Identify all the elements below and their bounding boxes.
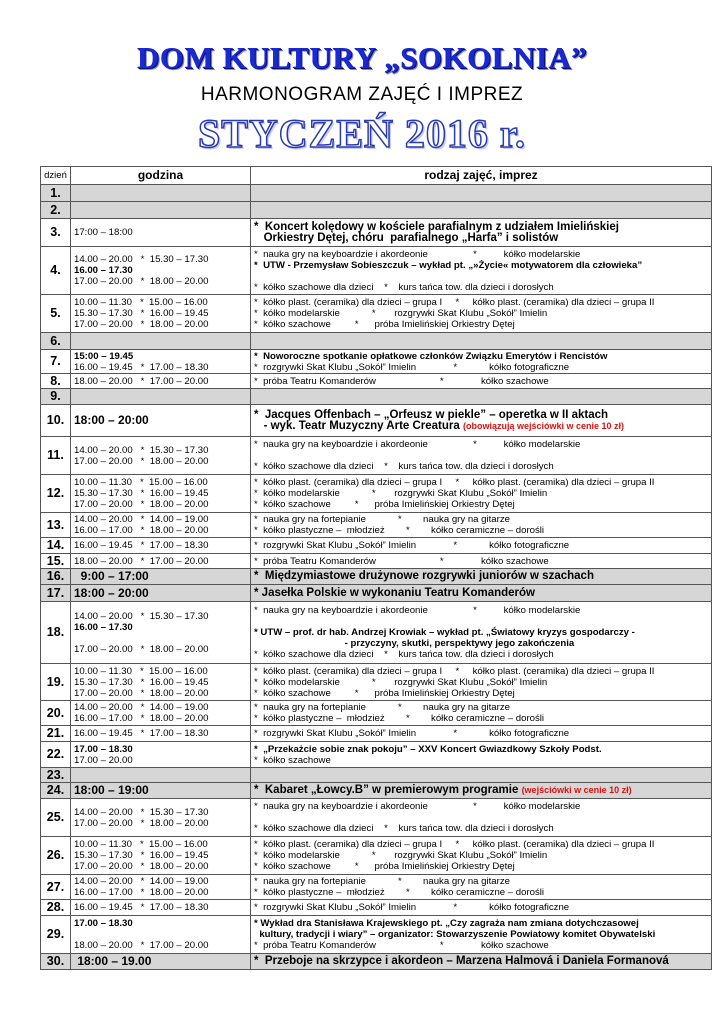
- activity-text: * Międzymiastowe drużynowe rozgrywki juniorów w szachach: [254, 570, 594, 582]
- hours-cell: [71, 513, 251, 538]
- hours-cell: [71, 295, 251, 333]
- activity-cell: [251, 389, 712, 405]
- activity-text: * kółko szachowe * próba Imielińskiej Orkiestry Dętej: [254, 861, 515, 872]
- hours-cell: [71, 726, 251, 742]
- table-row: [41, 664, 712, 701]
- hours-cell: [71, 900, 251, 916]
- activity-line: [254, 940, 708, 951]
- hours-line: 18:00 – 19.00: [74, 954, 152, 968]
- table-row: [41, 837, 712, 875]
- hours-cell: [71, 783, 251, 799]
- table-row: [41, 900, 712, 916]
- table-row: [41, 954, 712, 970]
- activity-text: * kółko plastyczne – młodzież * kółko ceramiczne – dorośli: [254, 713, 545, 724]
- activity-cell: [251, 701, 712, 726]
- activity-line: [254, 649, 708, 660]
- activity-line: [254, 514, 708, 525]
- activity-line: [254, 713, 708, 724]
- day-cell: 9.: [41, 389, 71, 405]
- hours-line: 14.00 – 20.00 * 15.30 – 17.30: [74, 806, 209, 818]
- table-row: [41, 701, 712, 726]
- schedule-table: [40, 166, 712, 970]
- table-row: [41, 247, 712, 295]
- activity-text: [254, 271, 257, 282]
- day-cell: 7.: [41, 350, 71, 374]
- activity-text: * kółko modelarskie * rozgrywki Skat Klubu „Sokół” Imielin: [254, 676, 548, 688]
- activity-line: [254, 785, 708, 796]
- hours-line: 17.00 – 18.30: [74, 918, 133, 929]
- hours-line: 16.00 – 17.00 * 18.00 – 20.00: [74, 887, 209, 898]
- activity-line: [254, 540, 708, 551]
- hours-line: 16.00 – 19.45 * 17.00 – 18.30: [74, 361, 209, 373]
- hours-cell: [71, 742, 251, 768]
- hours-line: 15.30 – 17.30 * 16.00 – 19.45: [74, 850, 209, 861]
- activity-text: * Jacques Offenbach – „Orfeusz w piekle” – operetka w II aktach: [254, 408, 609, 421]
- activity-text: [254, 812, 257, 823]
- hours-cell: [71, 219, 251, 247]
- hours-line: 14.00 – 20.00 * 15.30 – 17.30: [74, 610, 209, 622]
- activity-cell: [251, 475, 712, 513]
- activity-text: * nauka gry na fortepianie * nauka gry na gitarze: [254, 876, 510, 887]
- activity-line: [254, 744, 708, 755]
- hours-cell: [71, 437, 251, 475]
- hours-line: [74, 633, 247, 644]
- hours-cell: [71, 554, 251, 569]
- activity-cell: [251, 799, 712, 837]
- activity-line: [254, 918, 708, 929]
- activity-cell: [251, 900, 712, 916]
- day-cell: 17.: [41, 585, 71, 602]
- activity-line: [254, 260, 708, 271]
- activity-cell: [251, 538, 712, 554]
- day-cell: 16.: [41, 569, 71, 585]
- activity-text: kultury, tradycji i wiary” – organizator: Stowarzyszenie Powiatowy komitet Obywatelski: [254, 929, 656, 940]
- activity-cell: [251, 664, 712, 701]
- day-cell: 30.: [41, 954, 71, 970]
- day-cell: 11.: [41, 437, 71, 475]
- activity-line: [254, 677, 708, 688]
- activity-line: [254, 605, 708, 616]
- activity-line: [254, 249, 708, 260]
- hours-cell: [71, 202, 251, 219]
- hours-cell: [71, 837, 251, 875]
- hours-cell: [71, 538, 251, 554]
- hours-cell: [71, 768, 251, 783]
- day-cell: 19.: [41, 664, 71, 701]
- activity-line: [254, 362, 708, 373]
- activity-text: * kółko szachowe dla dzieci * kurs tańca tow. dla dzieci i dorosłych: [254, 823, 554, 834]
- activity-text: * kółko szachowe * próba Imielińskiej Orkiestry Dętej: [254, 319, 515, 330]
- activity-text: * Noworoczne spotkanie opłatkowe członków Związku Emerytów i Rencistów: [254, 350, 608, 362]
- activity-cell: [251, 202, 712, 219]
- activity-cell: [251, 783, 712, 799]
- table-row: [41, 585, 712, 602]
- table-row: [41, 219, 712, 247]
- activity-line: [254, 461, 708, 472]
- col-header-day: dzień: [41, 167, 71, 185]
- activity-cell: [251, 247, 712, 295]
- hours-cell: [71, 389, 251, 405]
- table-row: [41, 185, 712, 202]
- table-row: [41, 374, 712, 389]
- activity-line: [254, 929, 708, 940]
- activity-text: * Kabaret „Łowcy.B” w premierowym programie: [254, 784, 522, 796]
- col-header-type: rodzaj zajęć, imprez: [251, 167, 712, 185]
- hours-line: 17.00 – 20.00 * 18.00 – 20.00: [74, 817, 209, 829]
- table-row: [41, 768, 712, 783]
- activity-text: * kółko szachowe dla dzieci * kurs tańca tow. dla dzieci i dorosłych: [254, 281, 554, 293]
- hours-line: 17:00 – 18:00: [74, 227, 133, 238]
- month-heading: STYCZEŃ 2016 r.: [197, 111, 527, 156]
- hours-line: 17.00 – 20.00 * 18.00 – 20.00: [74, 499, 209, 510]
- hours-line: 17.00 – 20.00 * 18.00 – 20.00: [74, 455, 209, 467]
- hours-line: 15.30 – 17.30 * 16.00 – 19.45: [74, 488, 209, 499]
- activity-text: * nauka gry na keyboardzie i akordeonie * kółko modelarskie: [254, 248, 581, 260]
- hours-line: 15:00 – 19.45: [74, 350, 134, 362]
- activity-line: [254, 688, 708, 699]
- hours-line: 10.00 – 11.30 * 15.00 – 16.00: [74, 665, 208, 677]
- activity-text: * UTW - Przemysław Sobieszczuk – wykład pt. „»Życie« motywatorem dla człowieka”: [254, 259, 643, 271]
- table-row: [41, 602, 712, 664]
- hours-line: 17.00 – 20.00 * 18.00 – 20.00: [74, 319, 209, 330]
- activity-text: * nauka gry na fortepianie * nauka gry na gitarze: [254, 514, 510, 525]
- activity-line: [254, 499, 708, 510]
- day-cell: 13.: [41, 513, 71, 538]
- activity-text: * kółko plast. (ceramika) dla dzieci – grupa I * kółko plast. (ceramika) dla dzieci – grupa II: [254, 839, 655, 850]
- activity-line: [254, 666, 708, 677]
- hours-line: 14.00 – 20.00 * 15.30 – 17.30: [74, 444, 209, 456]
- activity-text: * rozgrywki Skat Klubu „Sokół” Imielin * kółko fotograficzne: [254, 361, 570, 373]
- day-cell: 6.: [41, 333, 71, 350]
- table-row: [41, 726, 712, 742]
- day-cell: 1.: [41, 185, 71, 202]
- activity-line: [254, 728, 708, 739]
- activity-cell: [251, 437, 712, 475]
- hours-line: 14.00 – 20.00 * 14.00 – 19.00: [74, 514, 209, 525]
- activity-text: * rozgrywki Skat Klubu „Sokół” Imielin * kółko fotograficzne: [254, 540, 570, 551]
- activity-text: * Jasełka Polskie w wykonaniu Teatru Komanderów: [254, 586, 535, 599]
- ticket-note: (obowiązują wejściówki w cenie 10 zł): [462, 420, 625, 431]
- hours-line: 14.00 – 20.00 * 14.00 – 19.00: [74, 876, 209, 887]
- activity-line: [254, 450, 708, 461]
- day-cell: 8.: [41, 374, 71, 389]
- activity-cell: [251, 295, 712, 333]
- hours-cell: [71, 664, 251, 701]
- hours-cell: [71, 475, 251, 513]
- activity-line: [254, 233, 708, 244]
- activity-text: [254, 450, 257, 461]
- activity-text: * nauka gry na keyboardzie i akordeonie * kółko modelarskie: [254, 801, 581, 812]
- activity-line: [254, 525, 708, 536]
- hours-line: 18.00 – 20.00 * 17.00 – 20.00: [74, 940, 209, 951]
- day-cell: 14.: [41, 538, 71, 554]
- activity-text: Orkiestry Dętej, chóru parafialnego „Harfa” i solistów: [254, 231, 559, 244]
- activity-line: [254, 616, 708, 627]
- hours-line: 17.00 – 20.00 * 18.00 – 20.00: [74, 276, 209, 287]
- activity-text: * próba Teatru Komanderów * kółko szachowe: [254, 940, 549, 951]
- table-row: [41, 405, 712, 437]
- hours-cell: [71, 875, 251, 900]
- day-cell: 29.: [41, 916, 71, 954]
- activity-cell: [251, 768, 712, 783]
- activity-text: - przyczyny, skutki, perspektywy jego zakończenia: [254, 638, 575, 649]
- table-row: [41, 875, 712, 900]
- hours-line: 17.00 – 18.30: [74, 743, 133, 755]
- hours-line: 10.00 – 11.30 * 15.00 – 16.00: [74, 477, 208, 488]
- hours-line: 16.00 – 17.00 * 18.00 – 20.00: [74, 713, 209, 724]
- activity-text: * Koncert kolędowy w kościele parafialnym z udziałem Imielińskiej: [254, 220, 619, 233]
- hours-line: 16.00 – 17.30: [74, 265, 133, 276]
- activity-line: [254, 702, 708, 713]
- activity-cell: [251, 554, 712, 569]
- table-row: [41, 350, 712, 374]
- hours-cell: [71, 405, 251, 437]
- hours-cell: [71, 799, 251, 837]
- activity-cell: [251, 185, 712, 202]
- activity-line: [254, 439, 708, 450]
- day-cell: 28.: [41, 900, 71, 916]
- table-row: [41, 783, 712, 799]
- hours-line: 16.00 – 17.00 * 18.00 – 20.00: [74, 525, 209, 536]
- table-row: [41, 742, 712, 768]
- activity-text: * próba Teatru Komanderów * kółko szachowe: [254, 375, 549, 387]
- activity-cell: [251, 374, 712, 389]
- activity-cell: [251, 585, 712, 602]
- activity-line: [254, 282, 708, 293]
- hours-line: 18:00 – 19:00: [74, 783, 149, 797]
- activity-cell: [251, 569, 712, 585]
- activity-line: [254, 477, 708, 488]
- activity-line: [254, 271, 708, 282]
- activity-text: * kółko szachowe * próba Imielińskiej Orkiestry Dętej: [254, 687, 515, 699]
- hours-cell: [71, 585, 251, 602]
- activity-cell: [251, 405, 712, 437]
- day-cell: 24.: [41, 783, 71, 799]
- day-cell: 27.: [41, 875, 71, 900]
- hours-line: 14.00 – 20.00 * 15.30 – 17.30: [74, 254, 209, 265]
- activity-text: * rozgrywki Skat Klubu „Sokół” Imielin * kółko fotograficzne: [254, 902, 570, 913]
- day-cell: 10.: [41, 405, 71, 437]
- hours-line: 15.30 – 17.30 * 16.00 – 19.45: [74, 308, 209, 319]
- day-cell: 15.: [41, 554, 71, 569]
- day-cell: 4.: [41, 247, 71, 295]
- table-header-row: [41, 167, 712, 185]
- activity-line: [254, 850, 708, 861]
- activity-text: * kółko szachowe: [254, 754, 331, 766]
- hours-line: 18.00 – 20.00 * 17.00 – 20.00: [74, 375, 209, 387]
- activity-text: - wyk. Teatr Muzyczny Arte Creatura: [254, 419, 463, 432]
- activity-cell: [251, 742, 712, 768]
- table-row: [41, 916, 712, 954]
- activity-text: * nauka gry na fortepianie * nauka gry na gitarze: [254, 702, 510, 713]
- activity-line: [254, 319, 708, 330]
- day-cell: 3.: [41, 219, 71, 247]
- day-cell: 20.: [41, 701, 71, 726]
- activity-text: [254, 616, 257, 627]
- table-row: [41, 569, 712, 585]
- table-row: [41, 389, 712, 405]
- activity-text: * kółko plastyczne – młodzież * kółko ceramiczne – dorośli: [254, 525, 545, 536]
- hours-line: 16.00 – 19.45 * 17.00 – 18.30: [74, 540, 209, 551]
- hours-cell: [71, 954, 251, 970]
- hours-line: 10.00 – 11.30 * 15.00 – 16.00: [74, 297, 208, 308]
- activity-line: [254, 571, 708, 582]
- hours-line: 18:00 – 20:00: [74, 413, 149, 427]
- activity-text: * nauka gry na keyboardzie i akordeonie * kółko modelarskie: [254, 605, 581, 616]
- hours-line: 17.00 – 20.00 * 18.00 – 20.00: [74, 861, 209, 872]
- table-row: [41, 202, 712, 219]
- day-cell: 2.: [41, 202, 71, 219]
- activity-text: * nauka gry na keyboardzie i akordeonie * kółko modelarskie: [254, 439, 581, 450]
- activity-line: [254, 839, 708, 850]
- activity-text: * kółko plastyczne – młodzież * kółko ceramiczne – dorośli: [254, 887, 545, 898]
- activity-line: [254, 887, 708, 898]
- hours-line: [74, 929, 247, 940]
- activity-line: [254, 823, 708, 834]
- ticket-note: (wejściówki w cenie 10 zł): [521, 785, 632, 795]
- activity-cell: [251, 333, 712, 350]
- hours-line: 16.00 – 17.30: [74, 621, 133, 633]
- activity-line: [254, 876, 708, 887]
- activity-line: [254, 376, 708, 387]
- hours-line: 17.00 – 20.00 * 18.00 – 20.00: [74, 687, 209, 699]
- activity-cell: [251, 726, 712, 742]
- activity-cell: [251, 219, 712, 247]
- hours-line: 18.00 – 20.00 * 17.00 – 20.00: [74, 555, 209, 567]
- table-row: [41, 295, 712, 333]
- activity-text: * Wykład dra Stanisława Krajewskiego pt. „Czy zagraża nam zmiana dotychczasowej: [254, 918, 639, 929]
- hours-cell: [71, 350, 251, 374]
- table-row: [41, 475, 712, 513]
- table-row: [41, 554, 712, 569]
- day-cell: 5.: [41, 295, 71, 333]
- day-cell: 22.: [41, 742, 71, 768]
- table-row: [41, 333, 712, 350]
- hours-line: 15.30 – 17.30 * 16.00 – 19.45: [74, 676, 209, 688]
- day-cell: 23.: [41, 768, 71, 783]
- activity-cell: [251, 916, 712, 954]
- activity-line: [254, 421, 708, 432]
- activity-text: * kółko szachowe * próba Imielińskiej Orkiestry Dętej: [254, 499, 515, 510]
- table-row: [41, 538, 712, 554]
- activity-text: * kółko plast. (ceramika) dla dzieci – grupa I * kółko plast. (ceramika) dla dzieci – grupa II: [254, 297, 655, 308]
- activity-text: * kółko szachowe dla dzieci * kurs tańca tow. dla dzieci i dorosłych: [254, 461, 554, 472]
- activity-text: * kółko modelarskie * rozgrywki Skat Klubu „Sokół” Imielin: [254, 850, 548, 861]
- activity-text: * próba Teatru Komanderów * kółko szachowe: [254, 555, 549, 567]
- hours-cell: [71, 333, 251, 350]
- hours-line: 17.00 – 20.00 * 18.00 – 20.00: [74, 643, 209, 655]
- hours-cell: [71, 916, 251, 954]
- activity-line: [254, 755, 708, 766]
- activity-line: [254, 638, 708, 649]
- hours-line: 10.00 – 11.30 * 15.00 – 16.00: [74, 839, 208, 850]
- hours-cell: [71, 185, 251, 202]
- table-row: [41, 437, 712, 475]
- activity-text: * kółko modelarskie * rozgrywki Skat Klubu „Sokół” Imielin: [254, 308, 548, 319]
- activity-line: [254, 956, 708, 967]
- activity-text: * kółko plast. (ceramika) dla dzieci – grupa I * kółko plast. (ceramika) dla dzieci – grupa II: [254, 477, 655, 488]
- hours-line: 16.00 – 19.45 * 17.00 – 18.30: [74, 728, 209, 739]
- col-header-hour: godzina: [71, 167, 251, 185]
- activity-text: * rozgrywki Skat Klubu „Sokół” Imielin * kółko fotograficzne: [254, 728, 570, 739]
- hours-line: 14.00 – 20.00 * 14.00 – 19.00: [74, 702, 209, 713]
- hours-line: 9:00 – 17:00: [74, 569, 149, 583]
- activity-cell: [251, 602, 712, 664]
- hours-cell: [71, 569, 251, 585]
- activity-line: [254, 297, 708, 308]
- activity-line: [254, 861, 708, 872]
- day-cell: 26.: [41, 837, 71, 875]
- table-row: [41, 799, 712, 837]
- day-cell: 12.: [41, 475, 71, 513]
- activity-cell: [251, 513, 712, 538]
- hours-cell: [71, 247, 251, 295]
- hours-cell: [71, 701, 251, 726]
- hours-line: 16.00 – 19.45 * 17.00 – 18.30: [74, 902, 209, 913]
- activity-text: * kółko szachowe dla dzieci * kurs tańca tow. dla dzieci i dorosłych: [254, 649, 554, 660]
- activity-line: [254, 488, 708, 499]
- activity-line: [254, 627, 708, 638]
- activity-cell: [251, 837, 712, 875]
- page-subtitle: HARMONOGRAM ZAJĘĆ I IMPREZ: [200, 84, 524, 105]
- activity-cell: [251, 954, 712, 970]
- activity-line: [254, 588, 708, 599]
- activity-line: [254, 351, 708, 362]
- activity-text: * „Przekażcie sobie znak pokoju” – XXV Koncert Gwiazdkowy Szkoły Podst.: [254, 743, 602, 755]
- activity-text: * kółko plast. (ceramika) dla dzieci – grupa I * kółko plast. (ceramika) dla dzieci – grupa II: [254, 665, 655, 677]
- page-title: DOM KULTURY „SOKOLNIA”: [136, 40, 588, 75]
- day-cell: 25.: [41, 799, 71, 837]
- hours-line: 18:00 – 20:00: [74, 585, 149, 600]
- table-row: [41, 513, 712, 538]
- activity-text: * UTW – prof. dr hab. Andrzej Krowiak – wykład pt. „Światowy kryzys gospodarczy -: [254, 627, 635, 638]
- hours-cell: [71, 602, 251, 664]
- activity-cell: [251, 350, 712, 374]
- activity-line: [254, 902, 708, 913]
- activity-text: * Przeboje na skrzypce i akordeon – Marzena Halmová i Daniela Formanová: [254, 955, 669, 967]
- activity-line: [254, 801, 708, 812]
- hours-line: 17.00 – 20.00: [74, 754, 133, 766]
- day-cell: 18.: [41, 602, 71, 664]
- day-cell: 21.: [41, 726, 71, 742]
- activity-line: [254, 308, 708, 319]
- activity-line: [254, 556, 708, 567]
- activity-text: * kółko modelarskie * rozgrywki Skat Klubu „Sokół” Imielin: [254, 488, 548, 499]
- activity-cell: [251, 875, 712, 900]
- activity-line: [254, 812, 708, 823]
- hours-cell: [71, 374, 251, 389]
